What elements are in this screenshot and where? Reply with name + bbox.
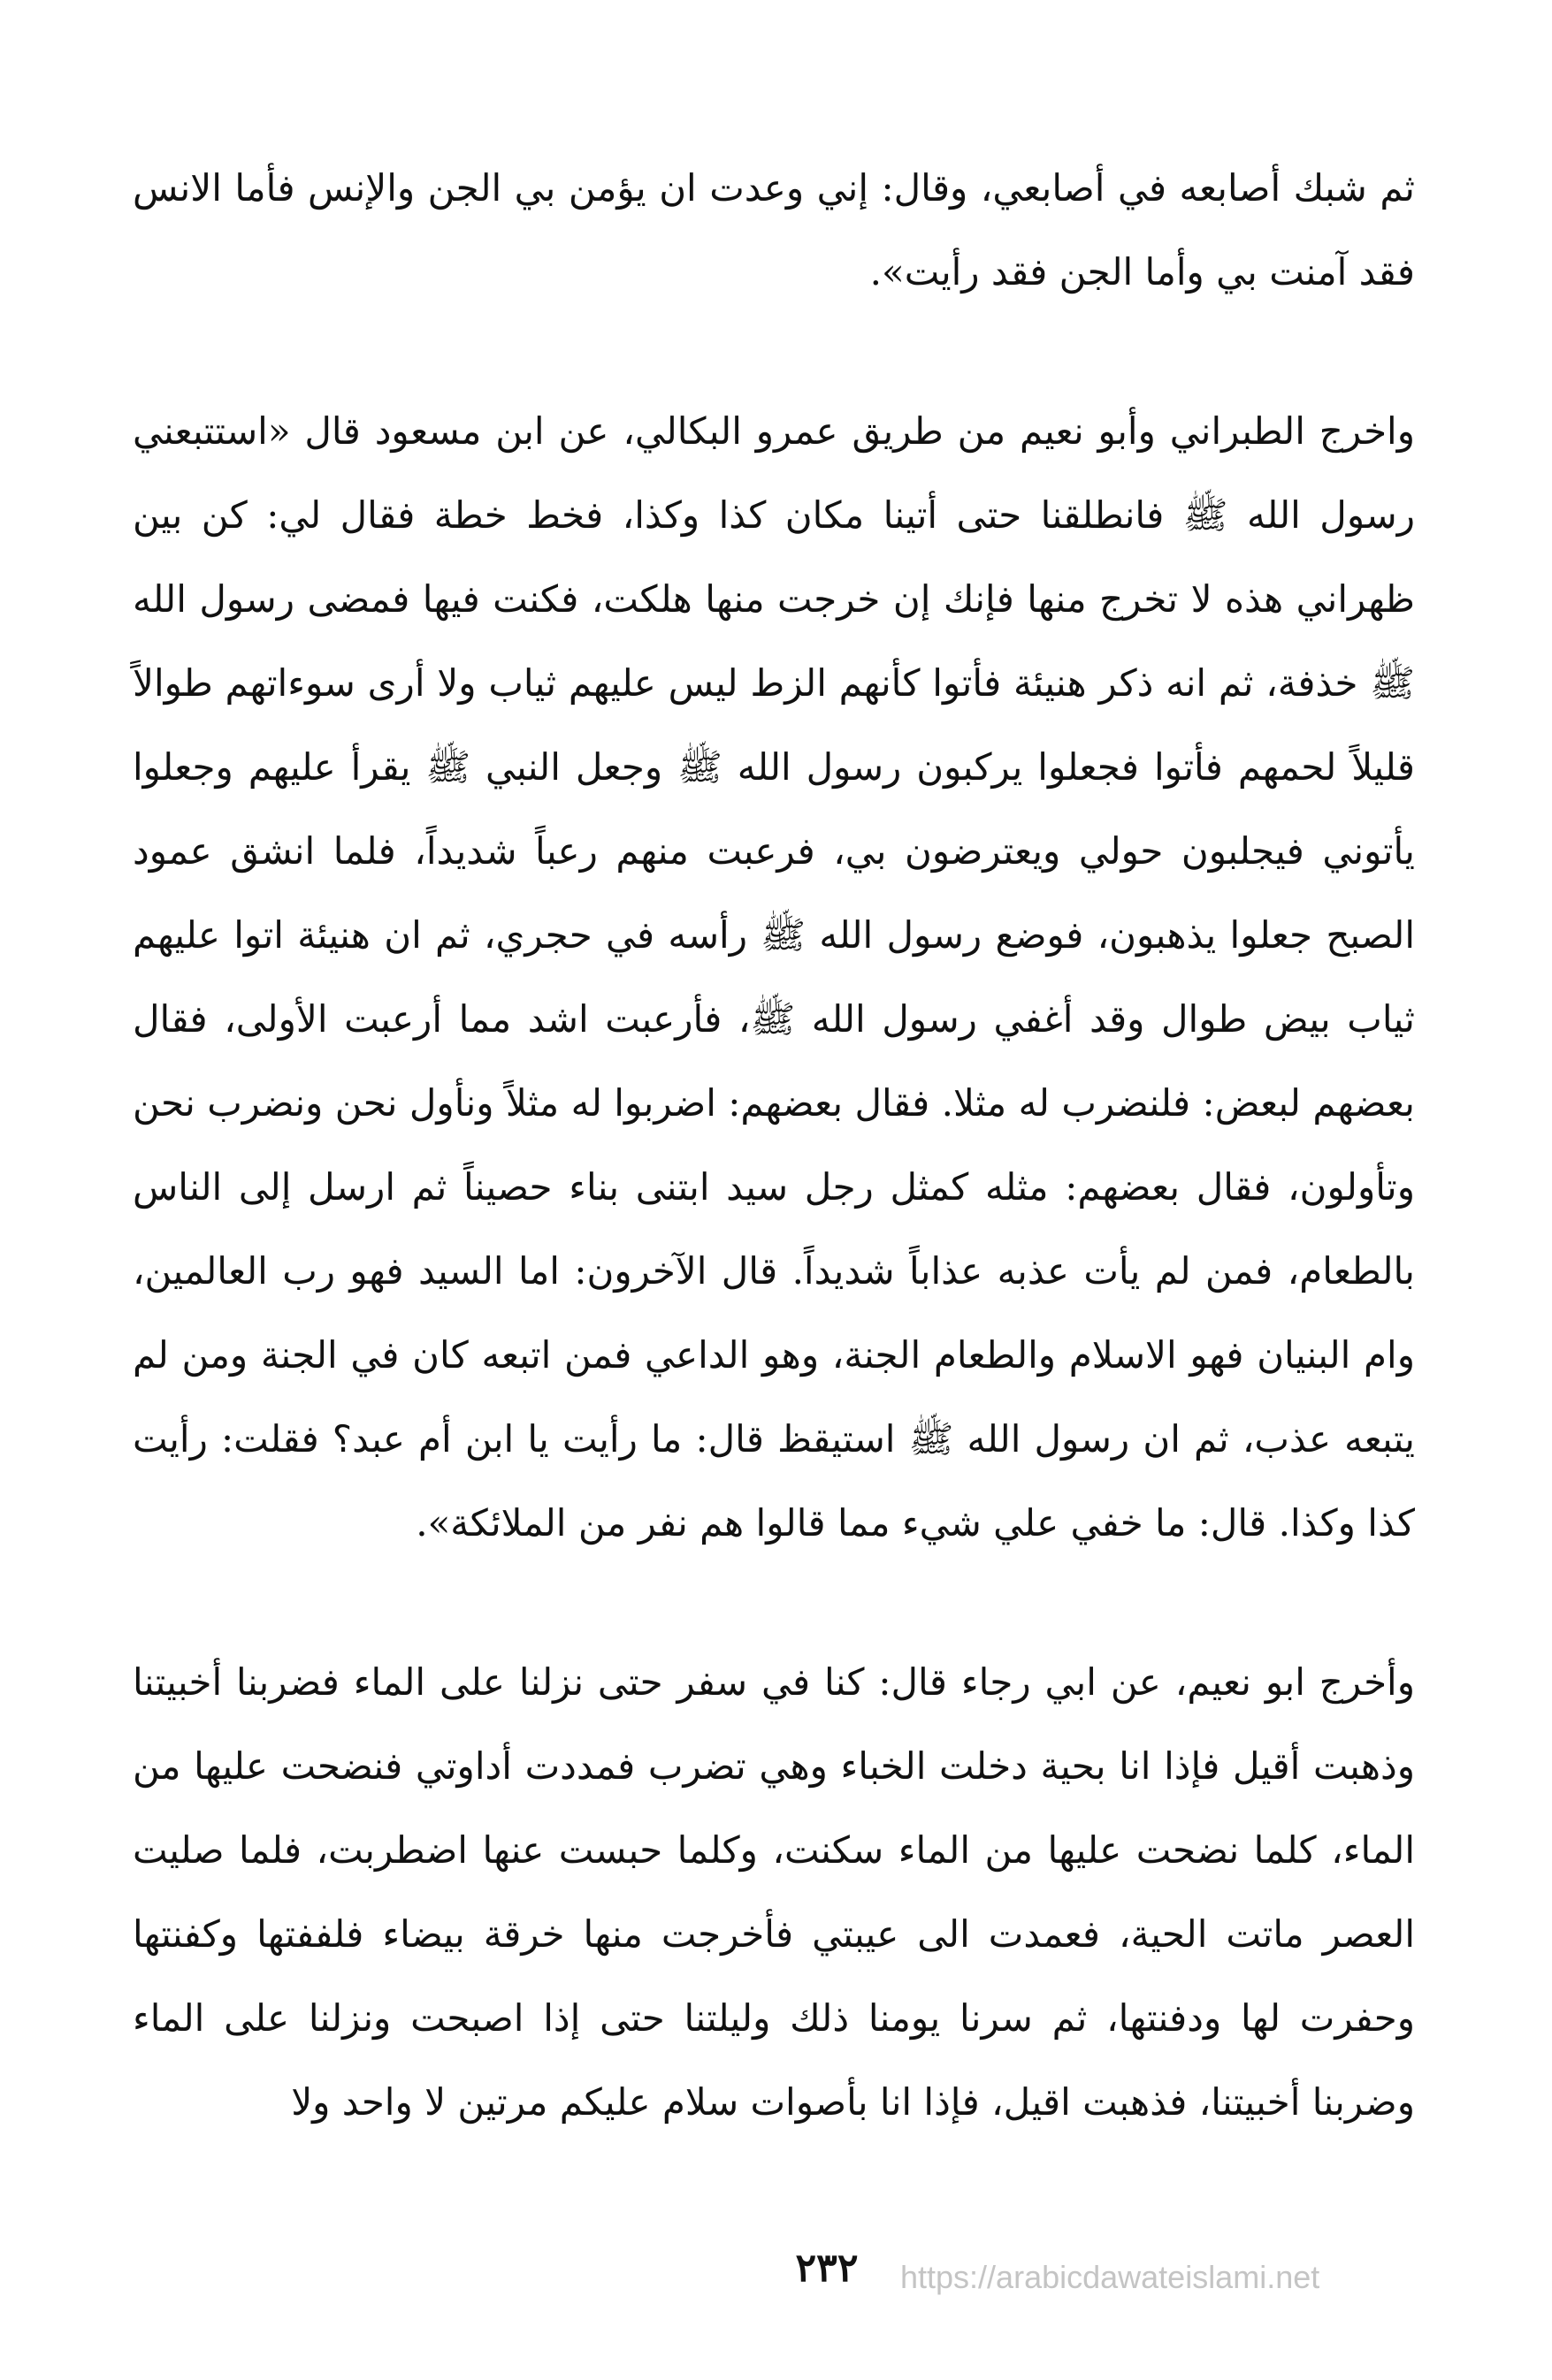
paragraph-3: وأخرج ابو نعيم، عن ابي رجاء قال: كنا في سفر حتى نزلنا على الماء فضربنا أخبيتنا وذهبت أقيل فإذا انا بحية دخلت الخباء وهي تضرب فمددت أداوتي فنضحت عليها من الماء، كلما نضحت عليها من الماء سكنت، وكلما حبست عنها اضطربت، فلما صليت العصر ماتت الحية، فعمدت الى عيبتي فأخرجت منها خرقة بيضاء فلففتها وكفنتها وحفرت لها ودفنتها، ثم سرنا يومنا ذلك وليلتنا حتى إذا اصبحت ونزلنا على الماء وضربنا أخبيتنا، فذهبت اقيل، فإذا انا بأصوات سلام عليكم مرتين لا واحد ولا — [133, 1660, 1415, 2124]
paragraph-1: ثم شبك أصابعه في أصابعي، وقال: إني وعدت ان يؤمن بي الجن والإنس فأما الانس فقد آمنت بي وأما الجن فقد رأيت». — [133, 166, 1415, 294]
watermark-url: https://arabicdawateislami.net — [900, 2259, 1320, 2295]
page-number: ٢٣٢ — [795, 2246, 859, 2291]
paragraph-2: واخرج الطبراني وأبو نعيم من طريق عمرو البكالي، عن ابن مسعود قال «استتبعني رسول الله ﷺ فانطلقنا حتى أتينا مكان كذا وكذا، فخط خطة فقال لي: كن بين ظهراني هذه لا تخرج منها فإنك إن خرجت منها هلكت، فكنت فيها فمضى رسول الله ﷺ خذفة، ثم انه ذكر هنيئة فأتوا كأنهم الزط ليس عليهم ثياب ولا أرى سوءاتهم طوالاً قليلاً لحمهم فأتوا فجعلوا يركبون رسول الله ﷺ وجعل النبي ﷺ يقرأ عليهم وجعلوا يأتوني فيجلبون حولي ويعترضون بي، فرعبت منهم رعباً شديداً، فلما انشق عمود الصبح جعلوا يذهبون، فوضع رسول الله ﷺ رأسه في حجري، ثم ان هنيئة اتوا عليهم ثياب بيض طوال وقد أغفي رسول الله ﷺ، فأرعبت اشد مما أرعبت الأولى، فقال بعضهم لبعض: فلنضرب له مثلا. فقال بعضهم: اضربوا له مثلاً ونأول نحن ونضرب نحن وتأولون، فقال بعضهم: مثله كمثل رجل سيد ابتنى بناء حصيناً ثم ارسل إلى الناس بالطعام، فمن لم يأت عذبه عذاباً شديداً. قال الآخرون: اما السيد فهو رب العالمين، وام البنيان فهو الاسلام والطعام الجنة، وهو الداعي فمن اتبعه كان في الجنة ومن لم يتبعه عذب، ثم ان رسول الله ﷺ استيقظ قال: ما رأيت يا ابن أم عبد؟ فقلت: رأيت كذا وكذا. قال: ما خفي علي شيء مما قالوا هم نفر من الملائكة». — [133, 409, 1415, 1545]
